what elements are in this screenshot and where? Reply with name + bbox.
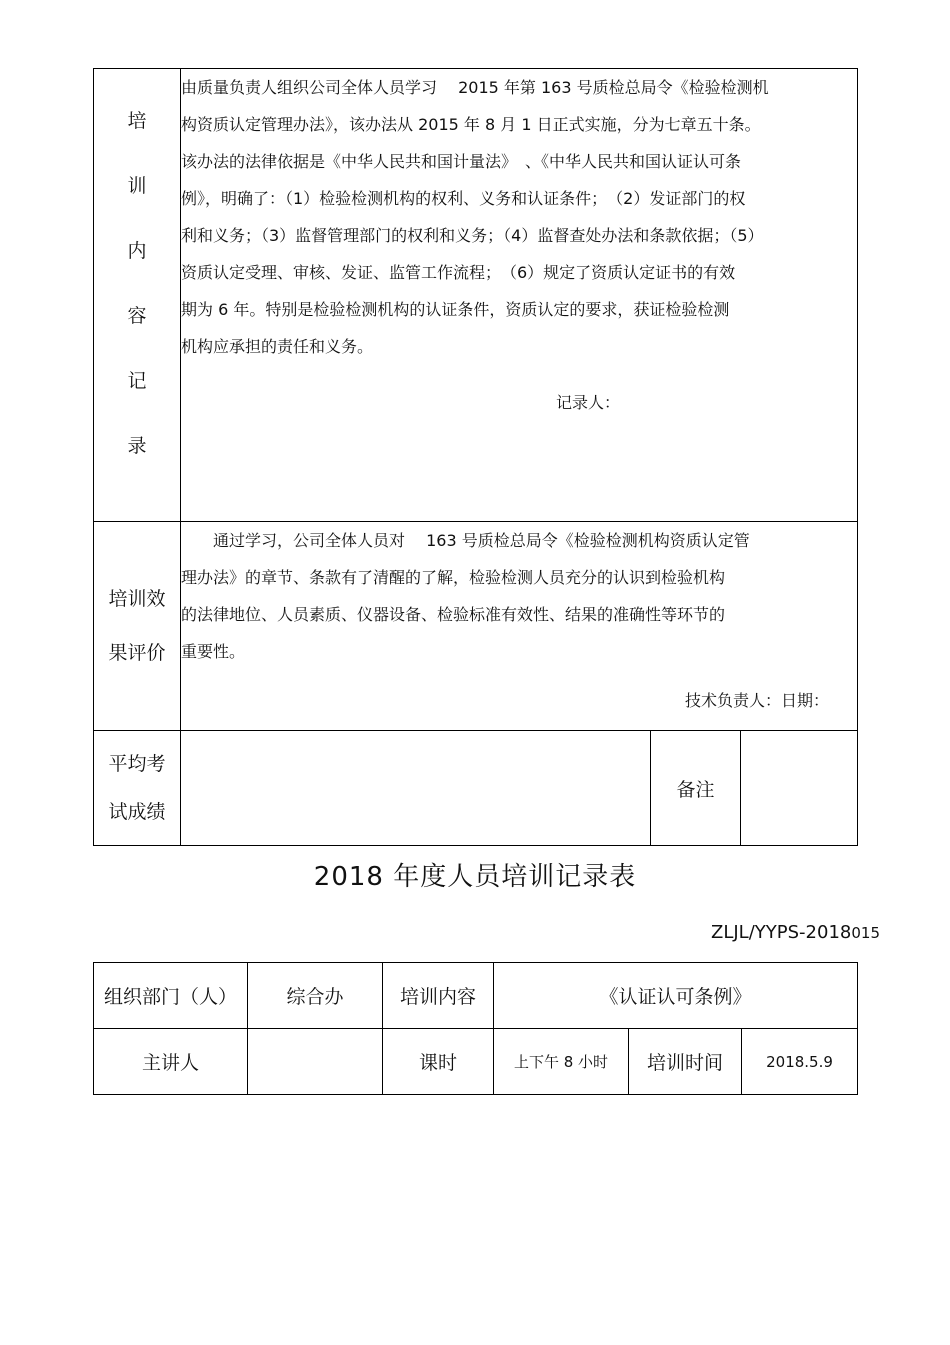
training-content-label xyxy=(94,69,181,522)
label-char: 容 xyxy=(127,305,147,327)
lecturer-value xyxy=(248,1029,383,1095)
effect-line: 重要性。 xyxy=(181,642,246,661)
content-line: 期为 6 年。特别是检验检测机构的认证条件，资质认定的要求，获证检验检测 xyxy=(181,300,730,319)
org-dept-label: 组织部门（人） xyxy=(94,963,248,1029)
label-line: 试成绩 xyxy=(108,801,166,823)
lecturer-label: 主讲人 xyxy=(94,1029,248,1095)
training-effect-label xyxy=(94,522,181,731)
label-line: 平均考 xyxy=(108,753,166,775)
time-label: 培训时间 xyxy=(629,1029,742,1095)
content-value: 《认证认可条例》 xyxy=(494,963,858,1029)
form-code-suffix: 015 xyxy=(851,924,880,942)
label-char: 训 xyxy=(127,175,147,197)
signer-label: 技术负责人：日期： xyxy=(684,691,829,710)
form-code-main: ZLJL/YYPS-2018 xyxy=(711,922,852,943)
form-code xyxy=(711,922,880,943)
training-record-table xyxy=(93,68,858,846)
content-line: 构资质认定管理办法》，该办法从 2015 年 8 月 1 日正式实施，分为七章五十条。 xyxy=(181,115,761,134)
content-line: 该办法的法律依据是《中华人民共和国计量法》 、《中华人民共和国认证认可条 xyxy=(181,152,742,171)
effect-line: 通过学习，公司全体人员对 163 号质检总局令《检验检测机构资质认定管 xyxy=(181,531,750,550)
content-line: 由质量负责人组织公司全体人员学习 2015 年第 163 号质检总局令《检验检测机 xyxy=(181,78,769,97)
recorder-label: 记录人： xyxy=(556,393,621,412)
label-line: 果评价 xyxy=(108,642,166,664)
remark-value xyxy=(741,731,858,846)
content-line: 例》，明确了：（1）检验检测机构的权利、义务和认证条件； （2）发证部门的权 xyxy=(181,189,746,208)
content-line: 资质认定受理、审核、发证、监管工作流程； （6）规定了资质认定证书的有效 xyxy=(181,263,736,282)
effect-line: 的法律地位、人员素质、仪器设备、检验标准有效性、结果的准确性等环节的 xyxy=(181,605,726,624)
training-header-table xyxy=(93,962,858,1095)
label-char: 内 xyxy=(127,240,147,262)
label-char: 记 xyxy=(127,370,147,392)
time-value: 2018.5.9 xyxy=(742,1029,858,1095)
label-line: 培训效 xyxy=(108,588,166,610)
content-line: 利和义务；（3）监督管理部门的权利和义务；（4）监督查处办法和条款依据；（5） xyxy=(181,226,764,245)
remark-label: 备注 xyxy=(651,731,741,846)
form-title: 2018 年度人员培训记录表 xyxy=(313,862,637,892)
label-char: 录 xyxy=(127,435,147,457)
training-effect-text xyxy=(181,522,858,731)
average-score-value xyxy=(181,731,651,846)
hours-label: 课时 xyxy=(383,1029,494,1095)
training-content-text xyxy=(181,69,858,522)
org-dept-value: 综合办 xyxy=(248,963,383,1029)
content-line: 机构应承担的责任和义务。 xyxy=(181,337,374,356)
effect-line: 理办法》的章节、条款有了清醒的了解，检验检测人员充分的认识到检验机构 xyxy=(181,568,726,587)
content-label: 培训内容 xyxy=(383,963,494,1029)
hours-value: 上下午 8 小时 xyxy=(494,1029,629,1095)
label-char: 培 xyxy=(127,110,147,132)
average-score-label xyxy=(94,731,181,846)
